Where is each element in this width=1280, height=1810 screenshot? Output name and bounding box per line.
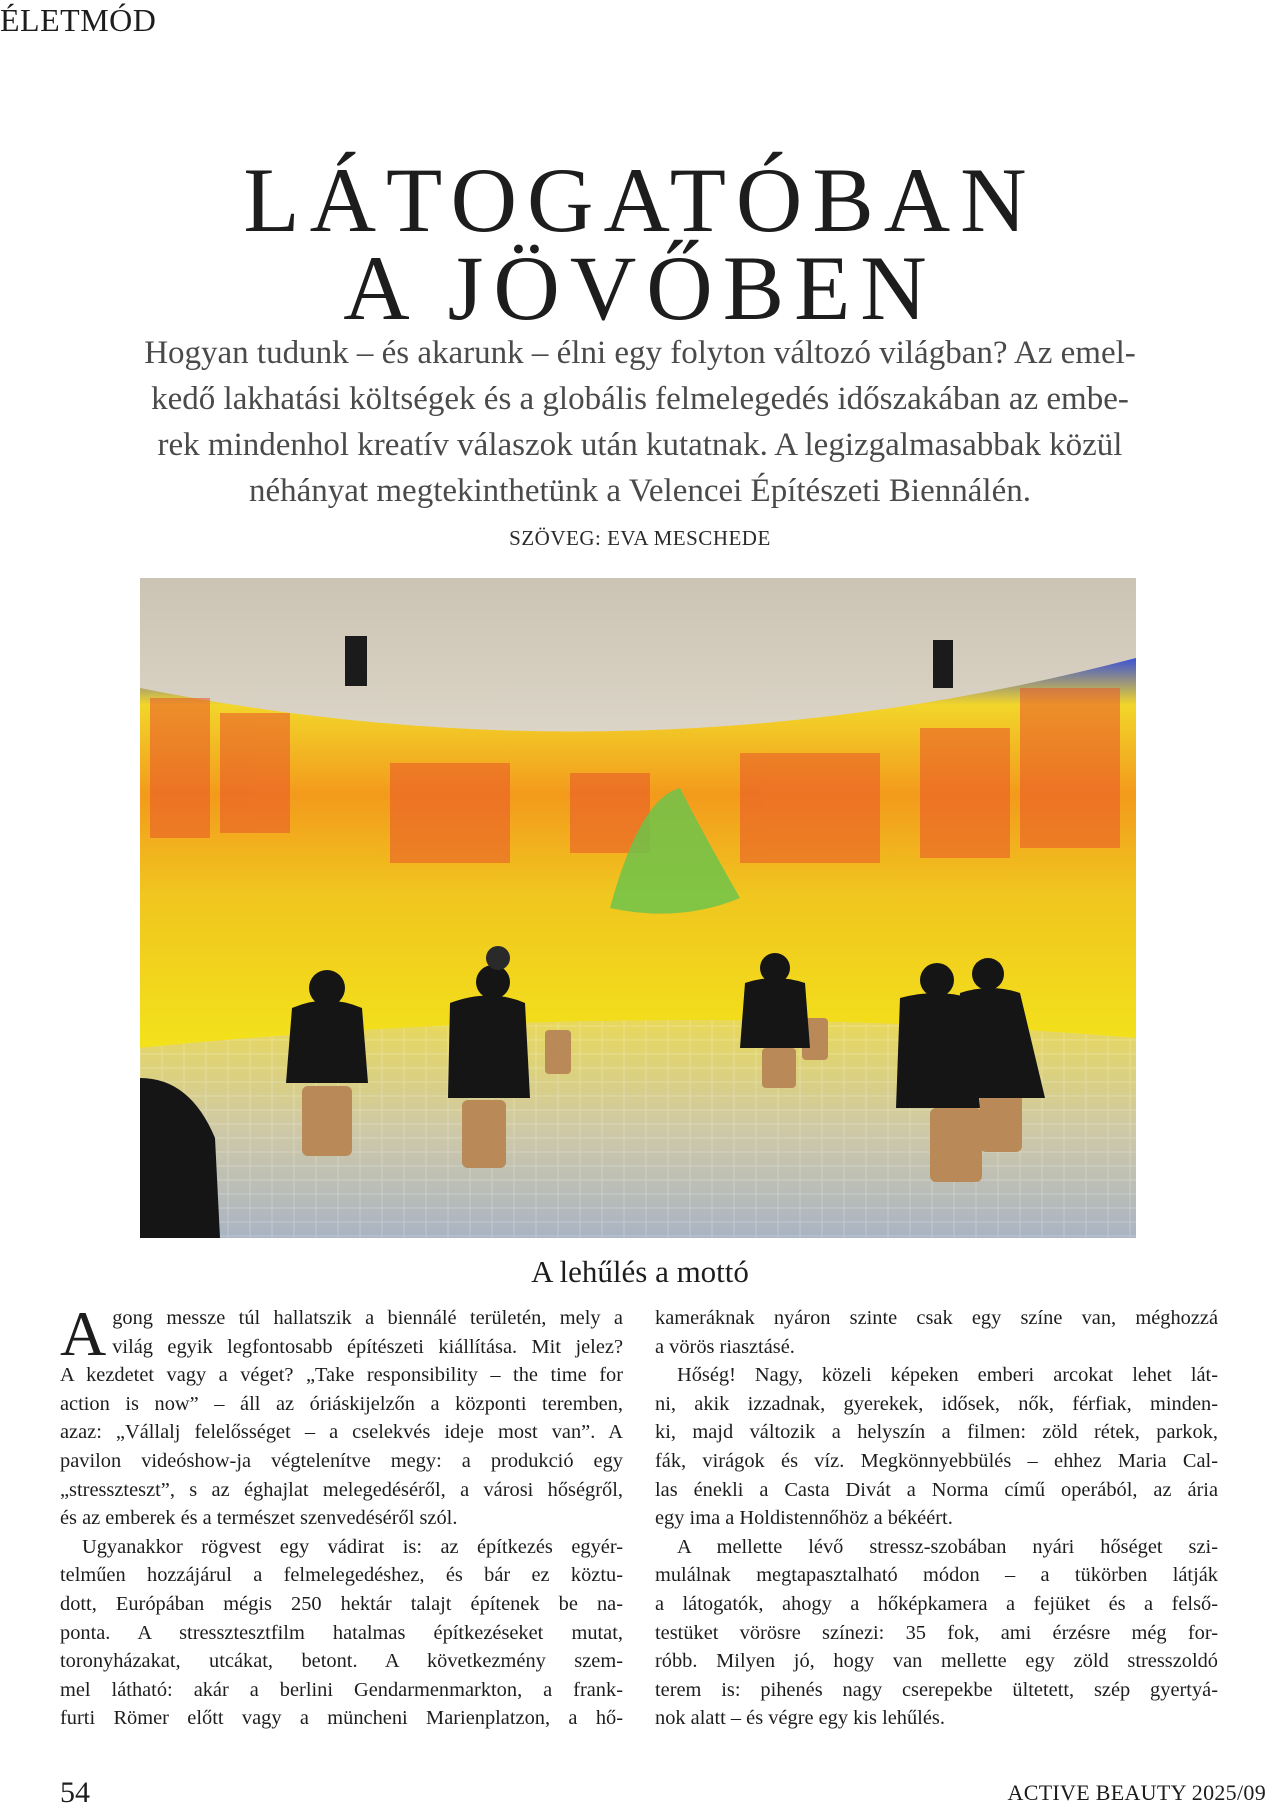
body-line: action is now” – áll az óriáskijelzőn a központi teremben,: [60, 1392, 623, 1415]
body-line: Ugyanakkor rögvest egy vádirat is: az építkezés egyér-: [82, 1535, 623, 1558]
body-line: A kezdetet vagy a véget? „Take responsibility – the time for: [60, 1364, 623, 1387]
byline: SZÖVEG: EVA MESCHEDE: [509, 526, 771, 550]
magazine-issue: ACTIVE BEAUTY 2025/09: [1007, 1780, 1266, 1805]
body-line: pavilon videóshow-ja végtelenítve megy: a produkció egy: [60, 1449, 623, 1472]
title-line-2: A JÖVŐBEN: [343, 237, 937, 339]
thermal-projection-photo: [140, 578, 1136, 1238]
body-line: nok alatt – és végre egy kis lehűlés.: [655, 1707, 945, 1730]
lead-line: néhányat megtekinthetünk a Velencei Építészeti Biennálén.: [249, 473, 1031, 509]
body-line: kameráknak nyáron szinte csak egy színe van, méghozzá: [655, 1307, 1218, 1329]
body-column-right: [655, 1304, 1218, 1733]
article-lead: [55, 330, 1225, 514]
body-line: és az emberek és a természet szenvedéséről szól.: [60, 1507, 458, 1530]
section-label: ÉLETMÓD: [0, 2, 157, 38]
body-line: a látogatók, ahogy a hőképkamera a fejüket és a felső-: [655, 1592, 1218, 1615]
body-line: A mellette lévő stressz-szobában nyári hőséget szi-: [677, 1535, 1218, 1558]
drop-cap: A: [60, 1298, 107, 1369]
body-line: egy ima a Holdistennőhöz a békéért.: [655, 1507, 953, 1530]
body-line: testüket vörösre színezi: 35 fok, ami érzésre még for-: [655, 1621, 1218, 1644]
body-line: világ egyik legfontosabb építészeti kiállítása. Mit jelez?: [112, 1335, 623, 1358]
body-line: ponta. A stressztesztfilm hatalmas építkezéseket mutat,: [60, 1621, 623, 1644]
body-line: toronyházakat, utcákat, betont. A következmény szem-: [60, 1650, 623, 1673]
title-line-1: LÁTOGATÓBAN: [243, 149, 1037, 251]
body-line: a vörös riasztásé.: [655, 1335, 795, 1358]
body-line: dott, Európában mégis 250 hektár talajt építenek be na-: [60, 1592, 623, 1615]
page-number: 54: [60, 1776, 90, 1809]
section-subhead: A lehűlés a mottó: [531, 1254, 749, 1289]
body-line: las énekli a Casta Divát a Norma című operából, az ária: [655, 1478, 1218, 1501]
body-line: furti Römer előtt vagy a müncheni Marienplatzon, a hő-: [60, 1707, 623, 1730]
body-line: „stresszteszt”, s az éghajlat melegedéséről, a városi hőségről,: [60, 1478, 623, 1501]
lead-line: kedő lakhatási költségek és a globális felmelegedés időszakában az embe-: [151, 381, 1129, 417]
body-line: azaz: „Vállalj felelősséget – a cselekvés ideje most van”. A: [60, 1421, 623, 1444]
body-line: ni, akik izzadnak, gyerekek, idősek, nők, férfiak, minden-: [655, 1392, 1218, 1415]
lead-line: Hogyan tudunk – és akarunk – élni egy folyton változó világban? Az emel-: [144, 335, 1136, 371]
body-line: fák, virágok és víz. Megkönnyebbülés – ehhez Maria Cal-: [655, 1449, 1218, 1472]
body-line: terem is: pihenés nagy cserepekbe ültetett, szép gyertyá-: [655, 1678, 1218, 1701]
body-line: ki, majd változik a helyszín a filmen: zöld rétek, parkok,: [655, 1421, 1218, 1444]
body-line: Hőség! Nagy, közeli képeken emberi arcokat lehet lát-: [677, 1364, 1218, 1387]
body-line: telműen hozzájárul a felmelegedéshez, és bár ez köztu-: [60, 1564, 623, 1587]
body-line: róbb. Milyen jó, hogy van mellette egy zöld stresszoldó: [655, 1650, 1218, 1673]
article-title: [0, 149, 1280, 339]
lead-line: rek mindenhol kreatív válaszok után kutatnak. A legizgalmasabbak közül: [157, 427, 1123, 463]
body-line: mulálnak megtapasztalható módon – a tükörben látják: [655, 1564, 1218, 1587]
body-line: gong messze túl hallatszik a biennálé területén, mely a: [112, 1307, 623, 1329]
body-line: mel látható: akár a berlini Gendarmenmarkton, a frank-: [60, 1678, 623, 1701]
body-column-left: [60, 1298, 623, 1733]
